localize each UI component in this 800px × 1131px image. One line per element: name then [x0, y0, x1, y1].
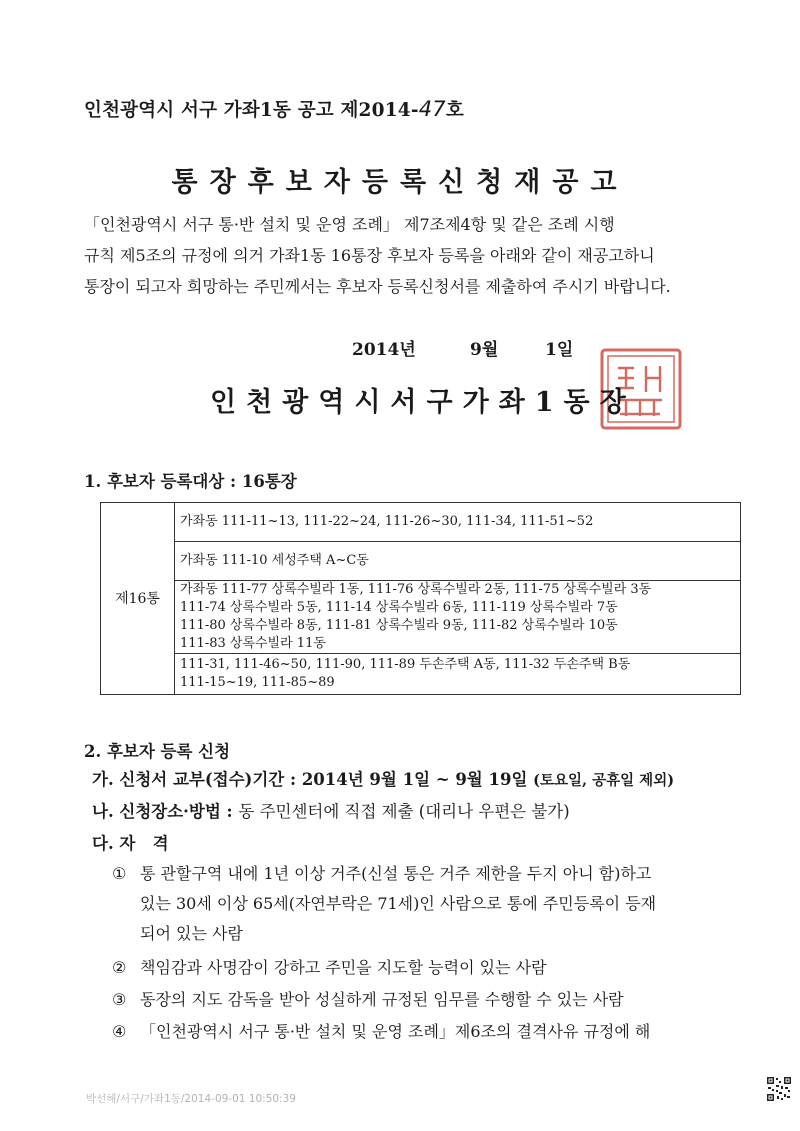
- table-row: [101, 654, 741, 695]
- notice-number-handwritten: 47: [418, 97, 446, 121]
- district-label: 제16통: [101, 503, 175, 695]
- qualification-1-line-3: 되어 있는 사람: [140, 924, 243, 943]
- qualification-2-text: 책임감과 사명감이 강하고 주민을 지도할 능력이 있는 사람: [140, 958, 547, 977]
- district-table: [100, 502, 741, 695]
- address-line: 111-80 상록수빌라 8동, 111-81 상록수빌라 9동, 111-82 상록수빌라 10동: [180, 618, 618, 633]
- qualification-heading: 다. 자 격: [92, 834, 169, 853]
- notice-number: [84, 96, 464, 122]
- address-cell: [175, 542, 741, 581]
- intro-line-1: 「인천광역시 서구 통·반 설치 및 운영 조례」 제7조제4항 및 같은 조례 시행: [84, 215, 615, 234]
- qualification-1: [112, 861, 651, 884]
- application-method: [92, 798, 570, 822]
- qualification-2: [112, 955, 547, 978]
- qualification-4-text: 「인천광역시 서구 통·반 설치 및 운영 조례」제6조의 결격사유 규정에 해: [140, 1022, 651, 1041]
- qualification-4-number: ④: [112, 1022, 127, 1041]
- address-line: 111-74 상록수빌라 5동, 111-14 상록수빌라 6동, 111-119 상록수빌라 7동: [180, 600, 618, 615]
- address-cell: [175, 503, 741, 542]
- qualification-2-number: ②: [112, 958, 127, 977]
- application-period: [92, 766, 674, 790]
- table-row: [101, 542, 741, 581]
- notice-number-printed: 인천광역시 서구 가좌1동 공고 제2014-: [84, 100, 419, 121]
- table-row: [101, 503, 741, 542]
- table-row: [101, 581, 741, 654]
- application-method-label: 나. 신청장소·방법 :: [92, 802, 233, 821]
- qualification-3-number: ③: [112, 990, 127, 1009]
- qr-code-icon: [766, 1076, 792, 1102]
- qualification-1-line-1: 통 관할구역 내에 1년 이상 거주(신설 통은 거주 제한을 두지 아니 함)하고: [140, 864, 652, 883]
- qualification-1-number: ①: [112, 864, 127, 883]
- address-line: 111-31, 111-46~50, 111-90, 111-89 두손주택 A동, 111-32 두손주택 B동: [180, 657, 631, 672]
- address-cell: [175, 654, 741, 695]
- intro-line-2: 규칙 제5조의 규정에 의거 가좌1동 16통장 후보자 등록을 아래와 같이 재공고하니: [84, 246, 655, 265]
- notice-number-suffix: 호: [445, 100, 464, 121]
- application-method-text: 동 주민센터에 직접 제출 (대리나 우편은 불가): [238, 802, 570, 821]
- date-day: 1일: [545, 340, 574, 360]
- qualification-3: [112, 987, 624, 1010]
- intro-line-3: 통장이 되고자 희망하는 주민께서는 후보자 등록신청서를 제출하여 주시기 바랍니다.: [84, 277, 671, 296]
- qualification-3-text: 동장의 지도 감독을 받아 성실하게 규정된 임무를 수행할 수 있는 사람: [140, 990, 624, 1009]
- qualification-4: [112, 1019, 650, 1042]
- address-cell: [175, 581, 741, 654]
- address-line: 가좌동 111-77 상록수빌라 1동, 111-76 상록수빌라 2동, 111-75 상록수빌라 3동: [180, 582, 652, 597]
- address-line: 가좌동 111-11~13, 111-22~24, 111-26~30, 111-34, 111-51~52: [180, 514, 594, 529]
- document-footer-stamp: 박선해/서구/가좌1동/2014-09-01 10:50:39: [86, 1093, 296, 1105]
- page-title: 통장후보자등록신청재공고: [171, 167, 629, 198]
- signer-name: 인천광역시서구가좌1동장: [210, 387, 636, 418]
- address-line: 111-15~19, 111-85~89: [180, 675, 335, 690]
- application-period-note: (토요일, 공휴일 제외): [533, 772, 675, 789]
- address-line: 가좌동 111-10 세성주택 A~C동: [180, 553, 369, 568]
- date-month: 9월: [470, 340, 499, 360]
- qualification-1-line-2: 있는 30세 이상 65세(자연부락은 71세)인 사람으로 통에 주민등록이 등재: [140, 894, 657, 913]
- application-period-label: 가. 신청서 교부(접수)기간 : 2014년 9월 1일 ~ 9월 19일: [92, 770, 528, 789]
- section2-heading: 2. 후보자 등록 신청: [84, 742, 231, 761]
- date-year: 2014년: [352, 340, 416, 360]
- intro-paragraph: [84, 209, 764, 302]
- address-line: 111-83 상록수빌라 11동: [180, 636, 326, 651]
- section1-heading: 1. 후보자 등록대상 : 16통장: [84, 472, 297, 491]
